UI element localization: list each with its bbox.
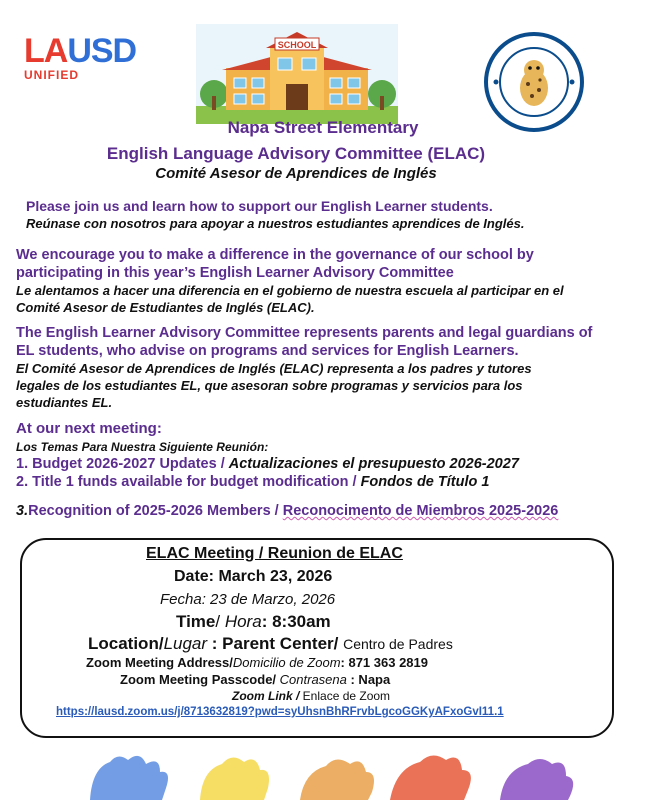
zoom-address-value: : 871 363 2819 (340, 655, 428, 670)
lausd-logo (24, 34, 154, 80)
logo-usd: USD (67, 32, 137, 70)
location-label-es: Lugar (163, 634, 208, 653)
next-meeting-heading: At our next meeting: (16, 420, 162, 437)
agenda-item-2 (16, 474, 489, 490)
zoom-meeting-link[interactable]: https://lausd.zoom.us/j/8713632819?pwd=syUhsnBhRFrvbLgcoGGKyAFxoGvI11.1 (56, 706, 504, 718)
agenda-item-1 (16, 456, 519, 472)
committee-title-en: English Language Advisory Committee (ELAC) (106, 144, 486, 163)
zoom-passcode-label: Zoom Meeting Passcode/ (120, 672, 280, 687)
meeting-time: Time/ Hora: 8:30am (176, 612, 331, 631)
zoom-link-row (232, 689, 390, 703)
encourage-en-2: participating in this year’s English Learner Advisory Committee (16, 265, 454, 281)
zoom-link-label: Zoom Link / (232, 689, 303, 703)
location-value-es: Centro de Padres (343, 636, 453, 652)
zoom-passcode (120, 672, 390, 687)
agenda-item-1-en: 1. Budget 2026-2027 Updates / (16, 456, 229, 472)
time-value: : 8:30am (261, 612, 331, 631)
zoom-address (86, 655, 428, 670)
school-sign-text: SCHOOL (277, 40, 317, 50)
napa-street-seal (484, 32, 584, 132)
agenda-item-2-es: Fondos de Título 1 (360, 474, 490, 490)
agenda-item-3-es: Reconocimento de Miembros 2025-2026 (282, 503, 559, 519)
zoom-address-label: Zoom Meeting Address/ (86, 655, 233, 670)
agenda-item-3 (16, 503, 558, 519)
painted-hands-decoration (0, 748, 646, 800)
agenda-item-1-es: Actualizaciones el presupuesto 2026-2027 (228, 456, 519, 472)
time-label: Time (176, 612, 216, 631)
invite-en: Please join us and learn how to support our English Learner students. (26, 198, 493, 214)
encourage-es-2: Comité Asesor de Estudiantes de Inglés (ELAC). (16, 300, 315, 315)
represent-es-1: El Comité Asesor de Aprendices de Inglés (ELAC) representa a los padres y tutores (16, 361, 532, 376)
school-name: Napa Street Elementary (227, 118, 419, 137)
encourage-en-1: We encourage you to make a difference in the governance of our school by (16, 247, 534, 263)
represent-es-3: estudiantes EL. (16, 395, 113, 410)
meeting-location (88, 634, 453, 654)
invite-es: Reúnase con nosotros para apoyar a nuestros estudiantes aprendices de Inglés. (26, 216, 525, 231)
represent-es-2: legales de los estudiantes EL, que asesoran sobre programas y servicios para los (16, 378, 523, 393)
time-label-es: Hora (224, 612, 262, 631)
represent-en-1: The English Learner Advisory Committee represents parents and legal guardians of (16, 325, 593, 341)
logo-la: LA (24, 32, 68, 70)
encourage-es-1: Le alentamos a hacer una diferencia en el gobierno de nuestra escuela al participar en el (16, 283, 564, 298)
agenda-item-2-en: 2. Title 1 funds available for budget modification / (16, 474, 361, 490)
school-building-illustration (196, 24, 398, 124)
agenda-item-3-number: 3. (16, 503, 29, 519)
committee-title-es: Comité Asesor de Aprendices de Inglés (155, 165, 437, 182)
meeting-heading: ELAC Meeting / Reunion de ELAC (146, 545, 403, 562)
represent-en-2: EL students, who advise on programs and services for English Learners. (16, 343, 519, 359)
topics-es: Los Temas Para Nuestra Siguiente Reunión: (16, 440, 269, 454)
agenda-item-3-en: Recognition of 2025-2026 Members / (28, 503, 283, 519)
zoom-address-label-es: Domicilio de Zoom (232, 655, 341, 670)
logo-sub: UNIFIED (24, 68, 79, 82)
meeting-date-en: Date: March 23, 2026 (174, 568, 333, 585)
meeting-date-es: Fecha: 23 de Marzo, 2026 (160, 591, 336, 608)
location-label: Location/ (88, 634, 164, 653)
zoom-passcode-value: : Napa (346, 672, 391, 687)
location-value: : Parent Center/ (207, 634, 344, 653)
zoom-link-label-es: Enlace de Zoom (302, 689, 391, 703)
zoom-passcode-label-es: Contrasena (279, 672, 347, 687)
